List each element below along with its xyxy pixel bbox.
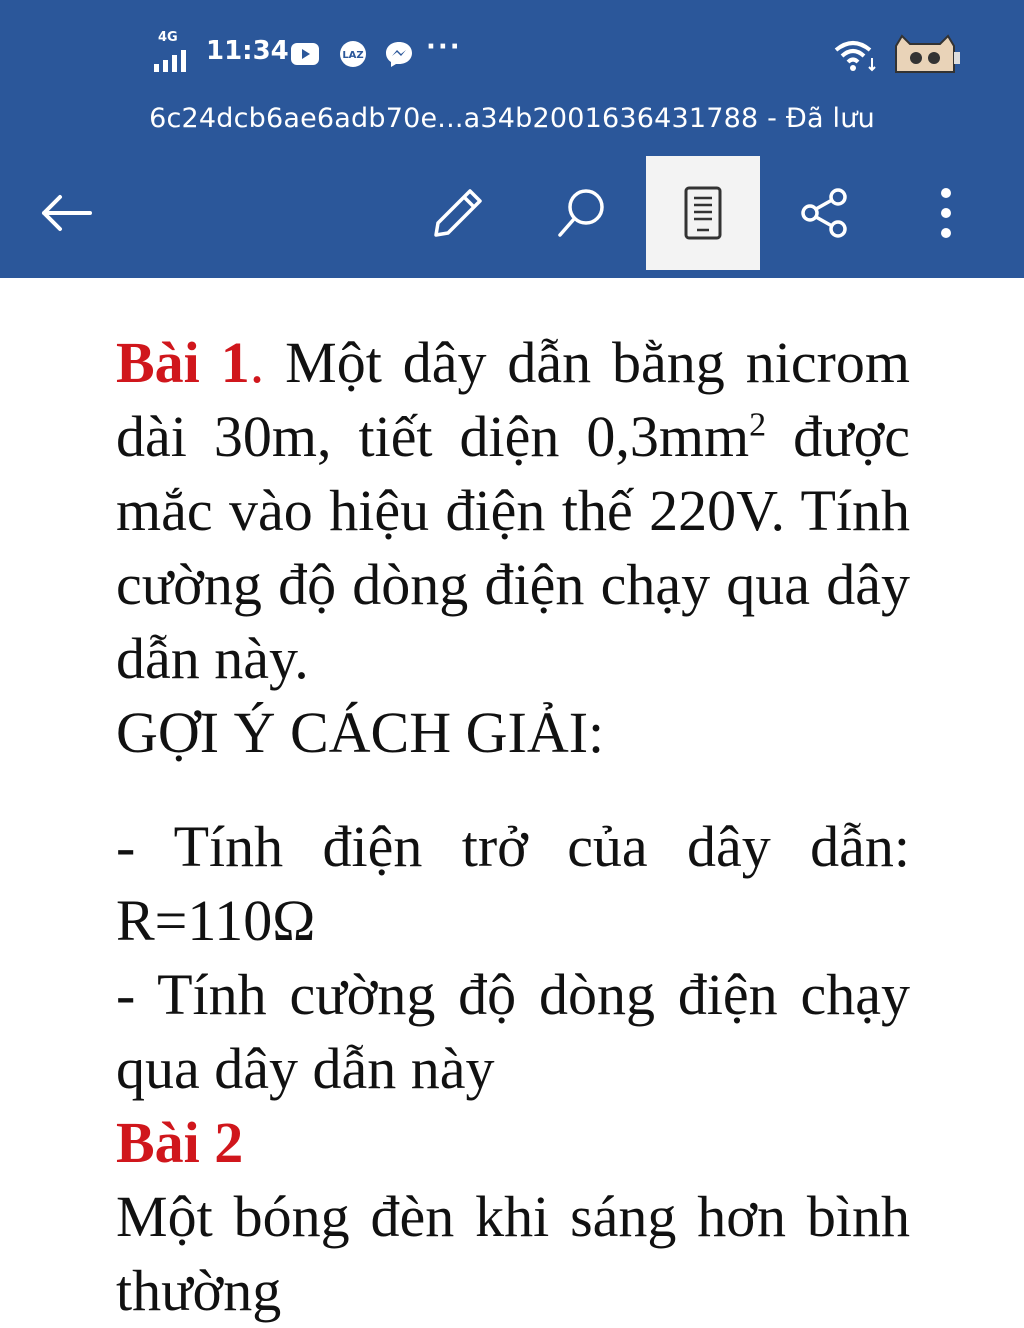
more-notifications-icon: ··· [426, 32, 462, 62]
app-header [0, 0, 1024, 278]
exercise-1-label: Bài 1 [116, 330, 250, 395]
share-button[interactable] [786, 160, 862, 266]
document-title: 6c24dcb6ae6adb70e...a34b2001636431788 - Đã lưu [149, 103, 875, 134]
messenger-icon [384, 40, 414, 68]
hint-title: GỢI Ý CÁCH GIẢI: [116, 700, 605, 765]
battery-icon [888, 32, 968, 76]
document-body [116, 326, 910, 1328]
mobile-view-icon [683, 185, 723, 241]
more-options-button[interactable] [914, 160, 978, 266]
status-bar [0, 28, 1024, 78]
superscript-2: 2 [749, 406, 767, 444]
more-vertical-icon [936, 185, 956, 241]
signal-icon [152, 32, 200, 72]
share-icon [796, 185, 852, 241]
clock: 11:34 [206, 36, 289, 66]
network-type: 4G [158, 30, 178, 45]
back-button[interactable] [28, 160, 104, 266]
search-button[interactable] [544, 160, 620, 266]
exercise-1-paragraph [116, 326, 910, 696]
lazada-icon [338, 40, 368, 68]
hint-step-1: - Tính điện trở của dây dẫn: R=110Ω [116, 814, 910, 953]
wifi-icon [832, 38, 878, 74]
exercise-2-label: Bài 2 [116, 1110, 244, 1175]
edit-pencil-icon [430, 185, 486, 241]
mobile-view-button[interactable] [646, 156, 760, 270]
edit-button[interactable] [420, 160, 496, 266]
hint-step-2: - Tính cường độ dòng điện chạy qua dây dẫn này [116, 962, 910, 1101]
search-icon [554, 185, 610, 241]
exercise-2-text: Một bóng đèn khi sáng hơn bình thường [116, 1184, 910, 1323]
back-icon [38, 193, 94, 233]
exercise-1-text-b: được mắc vào hiệu điện thế 220V. Tính cường độ dòng điện chạy qua dây dẫn này. [116, 404, 910, 691]
youtube-icon [290, 40, 320, 68]
svg-text:LAZ: LAZ [342, 50, 364, 61]
exercise-1-text-a: Một dây dẫn bằng nicrom dài 30m, tiết diện 0,3mm [116, 330, 910, 469]
exercise-1-dot: . [249, 330, 265, 395]
spacer [116, 770, 910, 810]
